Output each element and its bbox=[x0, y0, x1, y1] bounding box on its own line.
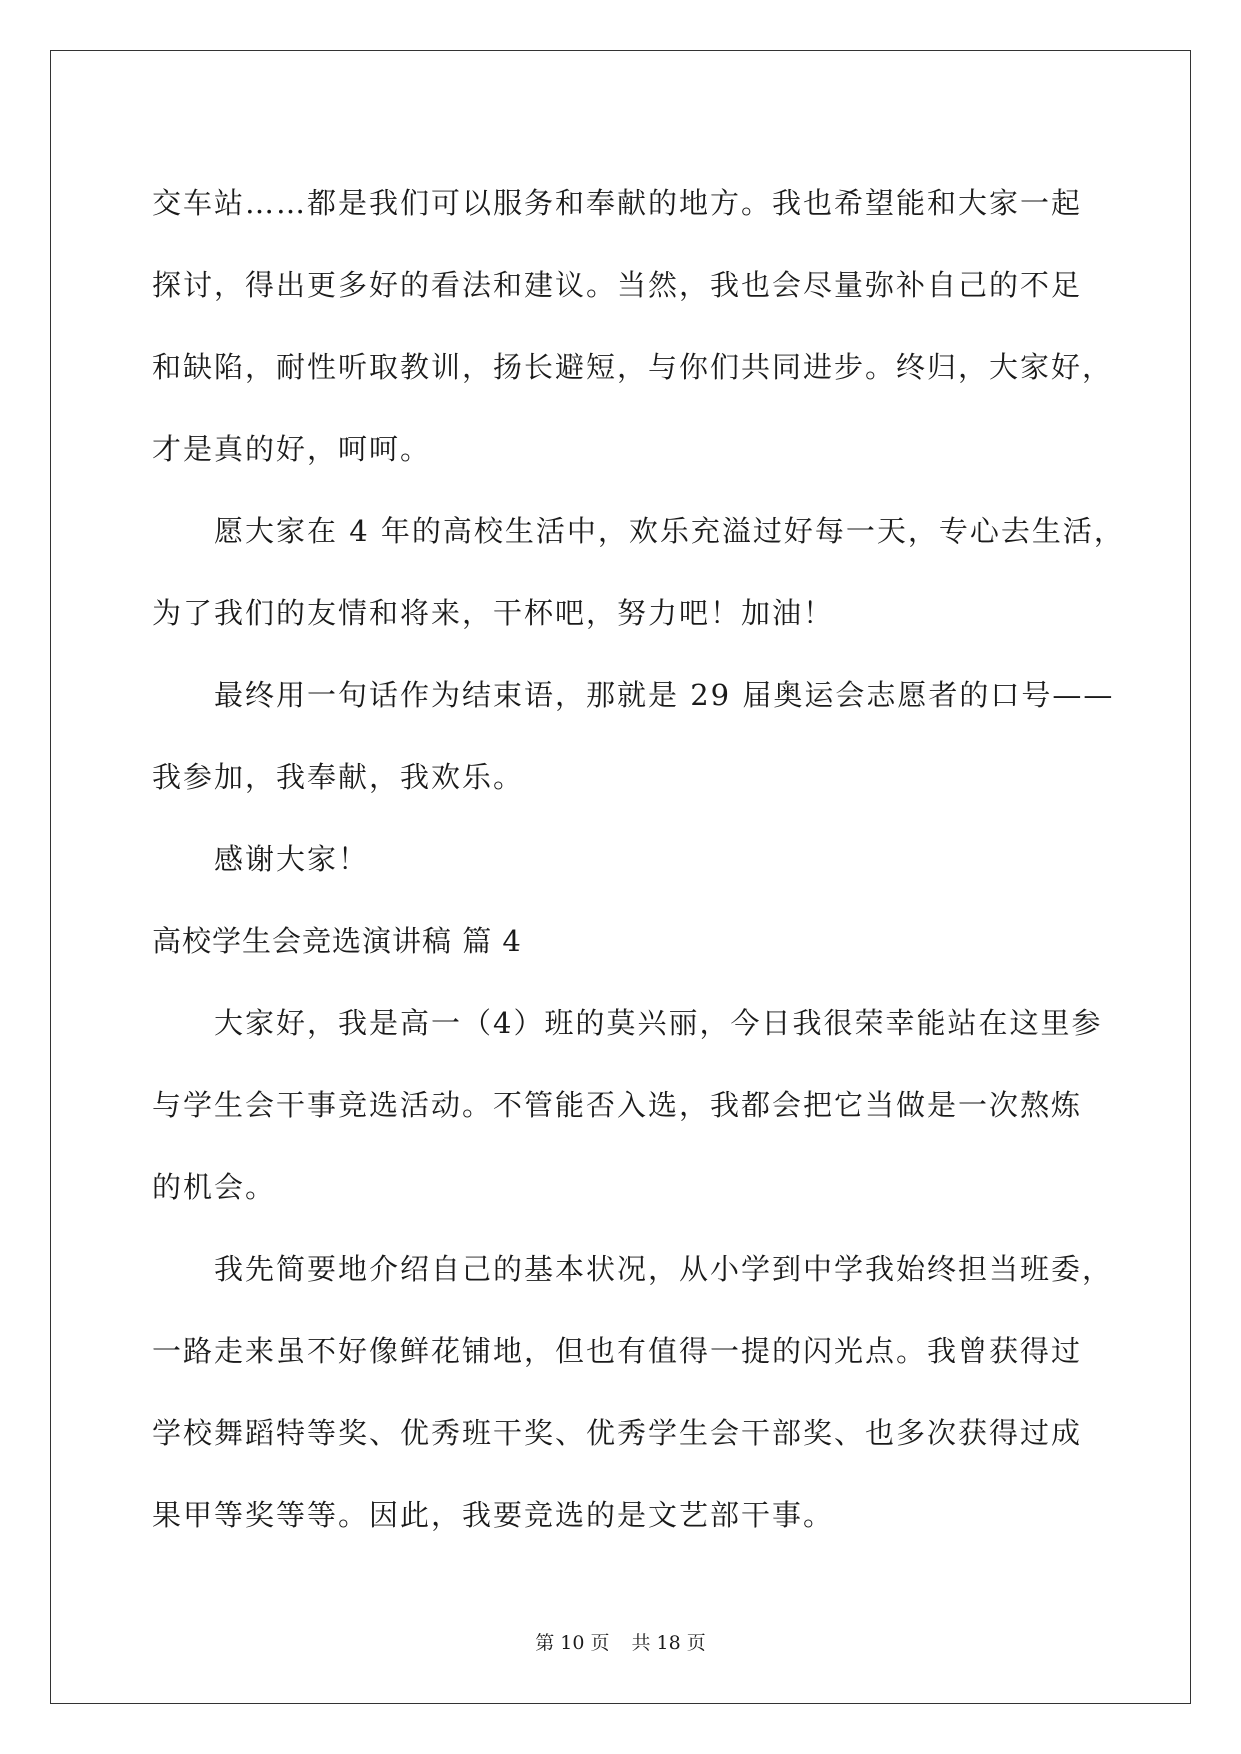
paragraph-start-line: 感谢大家！ bbox=[214, 842, 370, 876]
text-line: 学校舞蹈特等奖、优秀班干奖、优秀学生会干部奖、也多次获得过成 bbox=[152, 1416, 1083, 1450]
paragraph-start-line: 大家好，我是高一（4）班的莫兴丽，今日我很荣幸能站在这里参 bbox=[214, 1006, 1103, 1040]
text-line: 为了我们的友情和将来，干杯吧，努力吧！加油！ bbox=[152, 596, 835, 630]
paragraph-start-line: 愿大家在 4 年的高校生活中，欢乐充溢过好每一天，专心去生活， bbox=[214, 514, 1125, 548]
page-footer bbox=[0, 1628, 1241, 1655]
text-line: 我参加，我奉献，我欢乐。 bbox=[152, 760, 525, 794]
text-line: 的机会。 bbox=[152, 1170, 277, 1204]
paragraph-start-line: 我先简要地介绍自己的基本状况，从小学到中学我始终担当班委， bbox=[214, 1252, 1114, 1286]
text-line: 与学生会干事竞选活动。不管能否入选，我都会把它当做是一次熬炼 bbox=[152, 1088, 1083, 1122]
text-line: 才是真的好，呵呵。 bbox=[152, 432, 432, 466]
document-body bbox=[152, 162, 1125, 1556]
text-line: 果甲等奖等等。因此，我要竞选的是文艺部干事。 bbox=[152, 1498, 835, 1532]
page-number: 第 10 页 bbox=[535, 1632, 610, 1654]
section-heading: 高校学生会竞选演讲稿 篇 4 bbox=[152, 924, 522, 958]
text-line: 和缺陷，耐性听取教训，扬长避短，与你们共同进步。终归，大家好， bbox=[152, 350, 1114, 384]
paragraph-start-line: 最终用一句话作为结束语，那就是 29 届奥运会志愿者的口号—— bbox=[214, 678, 1115, 712]
text-line: 探讨，得出更多好的看法和建议。当然，我也会尽量弥补自己的不足 bbox=[152, 268, 1083, 302]
text-line: 一路走来虽不好像鲜花铺地，但也有值得一提的闪光点。我曾获得过 bbox=[152, 1334, 1083, 1368]
text-line: 交车站……都是我们可以服务和奉献的地方。我也希望能和大家一起 bbox=[152, 186, 1083, 220]
page-total: 共 18 页 bbox=[631, 1632, 706, 1654]
